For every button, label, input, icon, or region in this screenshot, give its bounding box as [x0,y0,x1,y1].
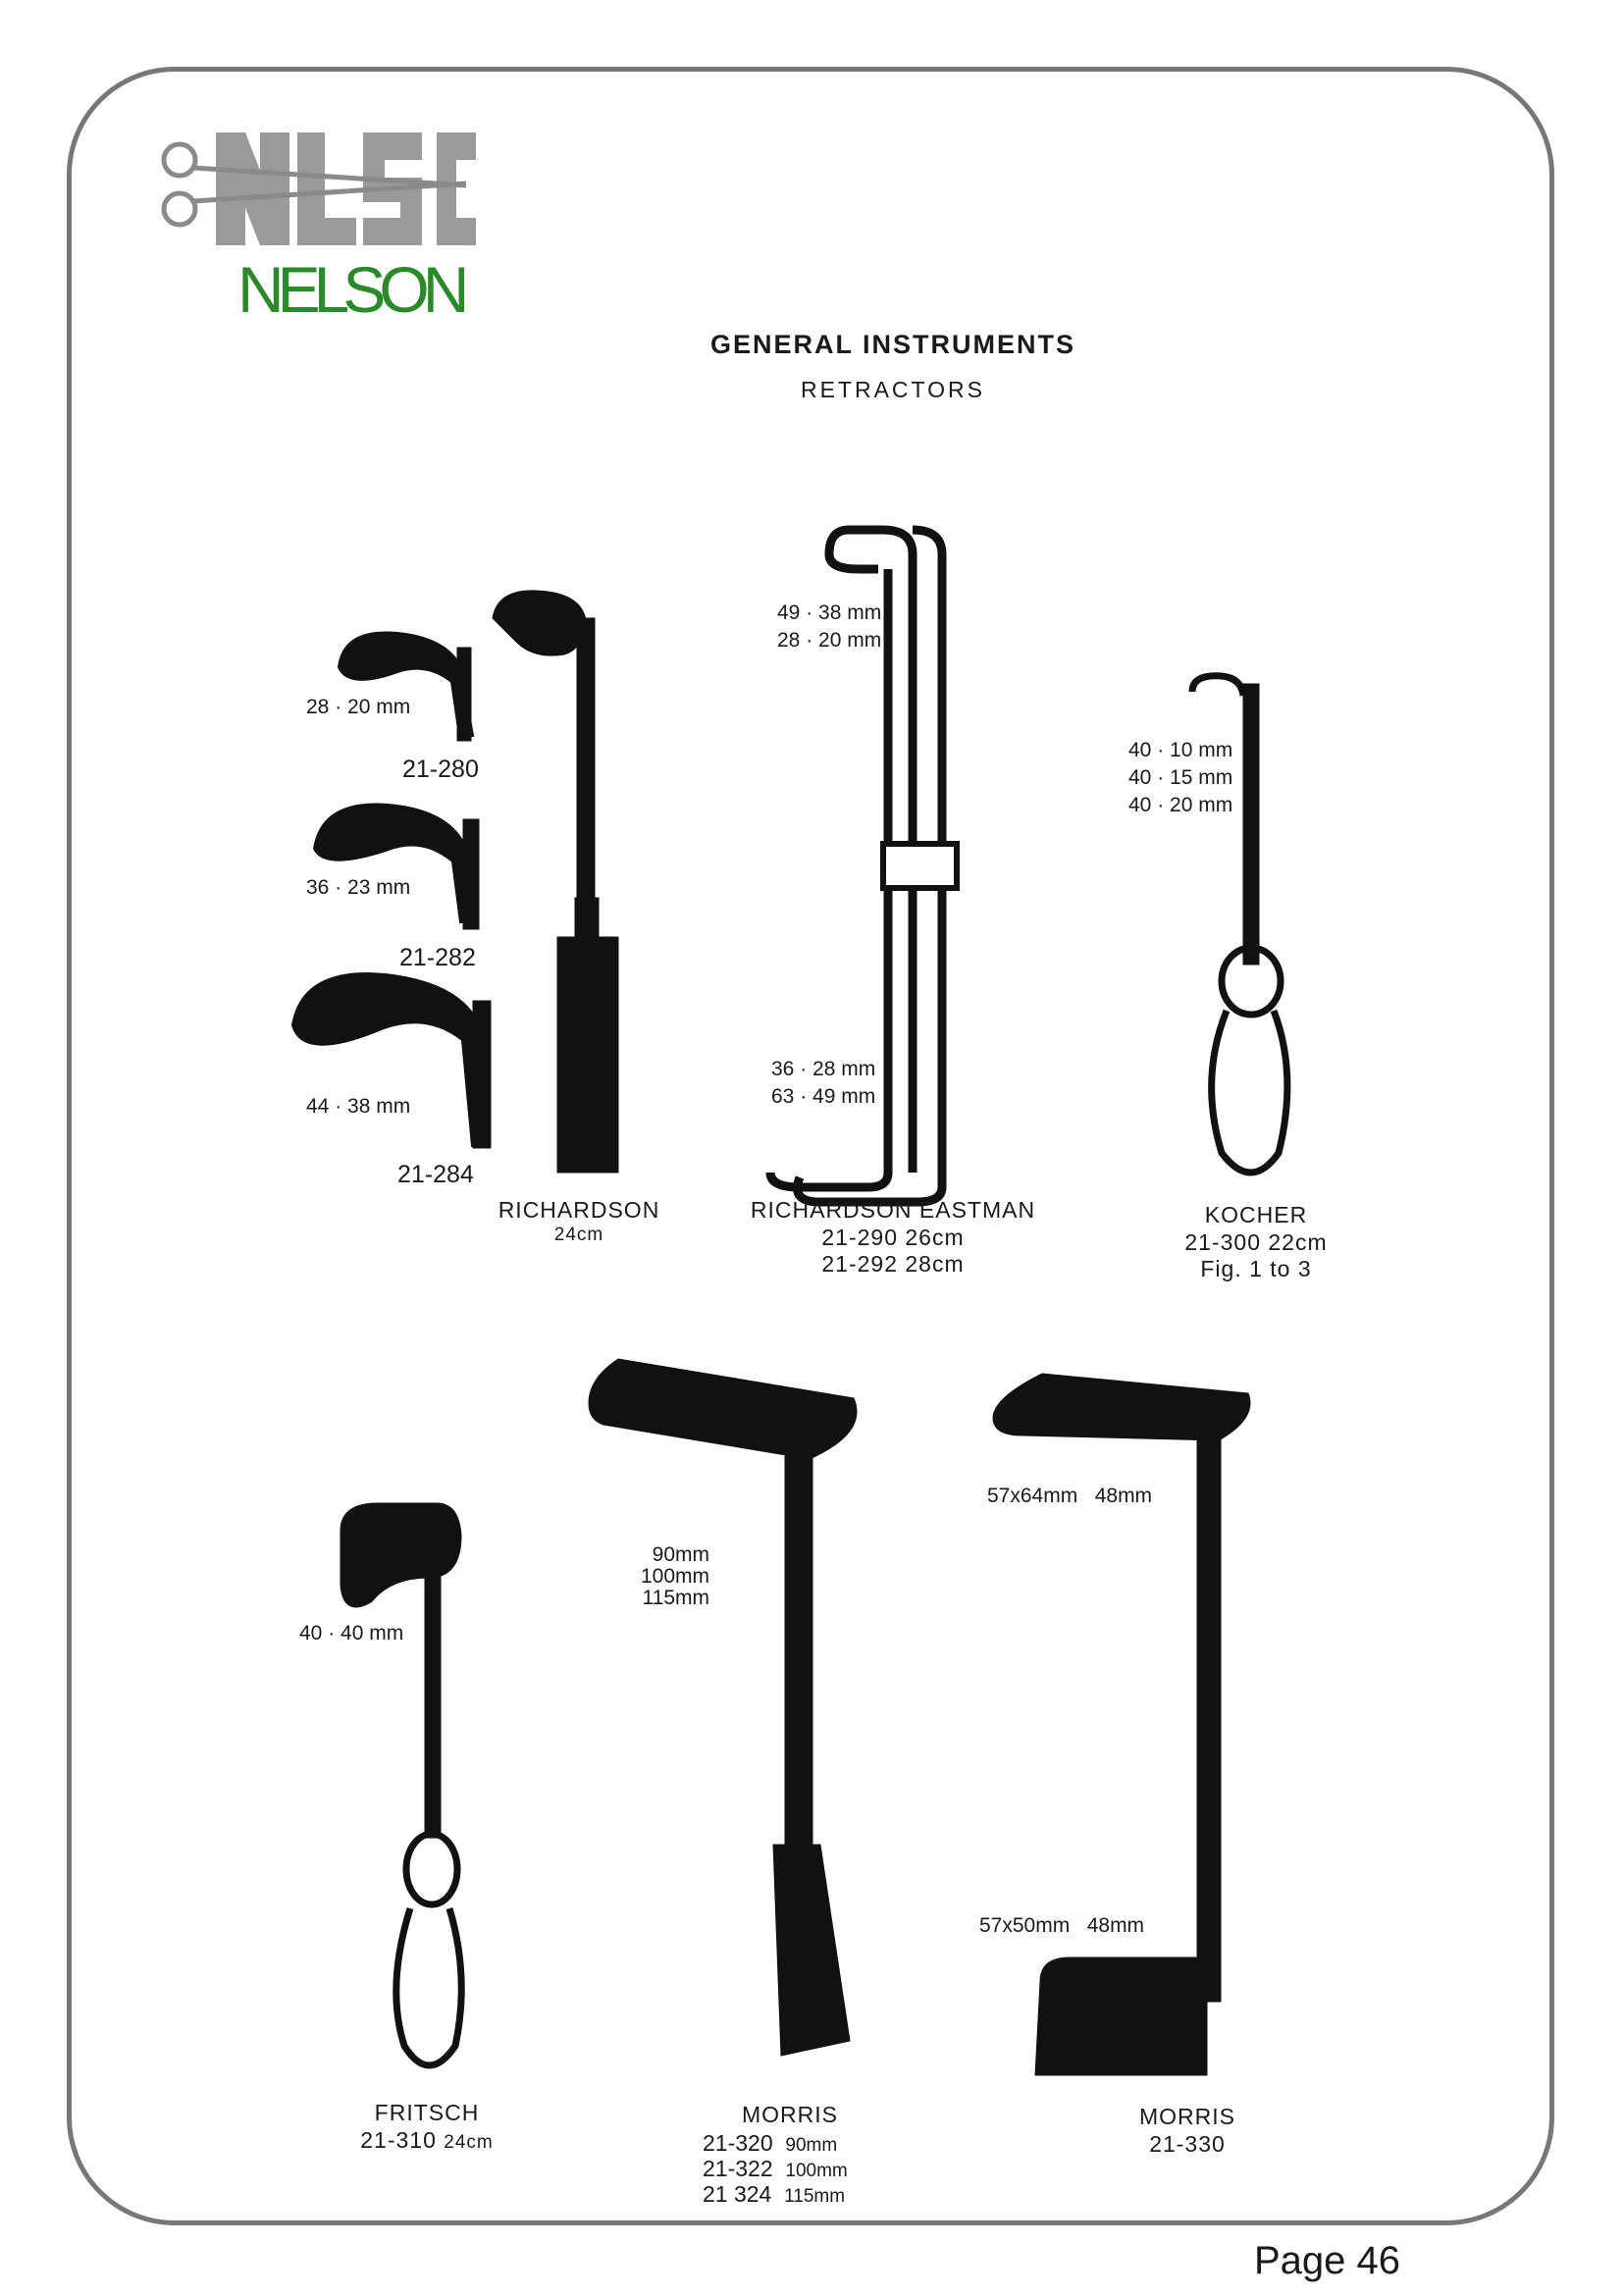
eastman-size-top-2: 28 · 20 mm [777,629,882,652]
morris2-size-top: 57x64mm 48mm [987,1485,1153,1507]
nelson-wordmark: NELSON [237,253,463,326]
kocher-size-2: 40 · 15 mm [1128,766,1233,789]
eastman-size-bottom-2: 63 · 49 mm [771,1085,876,1108]
kocher-name: KOCHER 21-300 22cm Fig. 1 to 3 [1184,1202,1328,1282]
morris-retractor-1 [589,1359,857,2056]
morris1-code-2: 21-322 100mm [703,2156,848,2181]
fritsch-name: FRITSCH 21-310 24cm [360,2100,494,2153]
richardson-code-2: 21-282 [399,944,476,971]
morris1-code-1: 21-320 90mm [703,2130,838,2156]
morris-retractor-2 [993,1374,1250,2075]
kocher-size-3: 40 · 20 mm [1128,794,1233,816]
fritsch-retractor [343,1506,461,2065]
morris2-size-bottom: 57x50mm 48mm [979,1914,1145,1937]
morris1-size-2: 100mm [640,1565,709,1588]
page-subtitle: RETRACTORS [800,377,986,402]
morris1-name: MORRIS [742,2102,838,2127]
richardson-size-1: 28 · 20 mm [306,696,411,718]
morris1-size-3: 115mm [642,1587,709,1609]
richardson-code-3: 21-284 [397,1161,474,1188]
richardson-blade-medium [314,805,479,929]
eastman-size-top-1: 49 · 38 mm [777,601,882,624]
richardson-retractor [493,591,618,1173]
richardson-blade-large [292,973,491,1148]
richardson-size-3: 44 · 38 mm [306,1095,411,1118]
morris2-name: MORRIS 21-330 [1139,2104,1235,2157]
richardson-code-1: 21-280 [402,756,479,783]
page-number: Page 46 [1254,2239,1401,2282]
richardson-name: RICHARDSON 24cm [498,1197,660,1245]
kocher-size-1: 40 · 10 mm [1128,739,1233,761]
eastman-name: RICHARDSON EASTMAN 21-290 26cm 21-292 28cm [750,1197,1036,1278]
morris1-code-3: 21 324 115mm [703,2181,846,2207]
page-title: GENERAL INSTRUMENTS [709,330,1076,359]
richardson-size-2: 36 · 23 mm [306,876,411,899]
fritsch-size: 40 · 40 mm [299,1622,404,1644]
richardson-blade-small [339,632,473,741]
morris1-size-1: 90mm [652,1543,709,1566]
eastman-size-bottom-1: 36 · 28 mm [771,1058,876,1080]
